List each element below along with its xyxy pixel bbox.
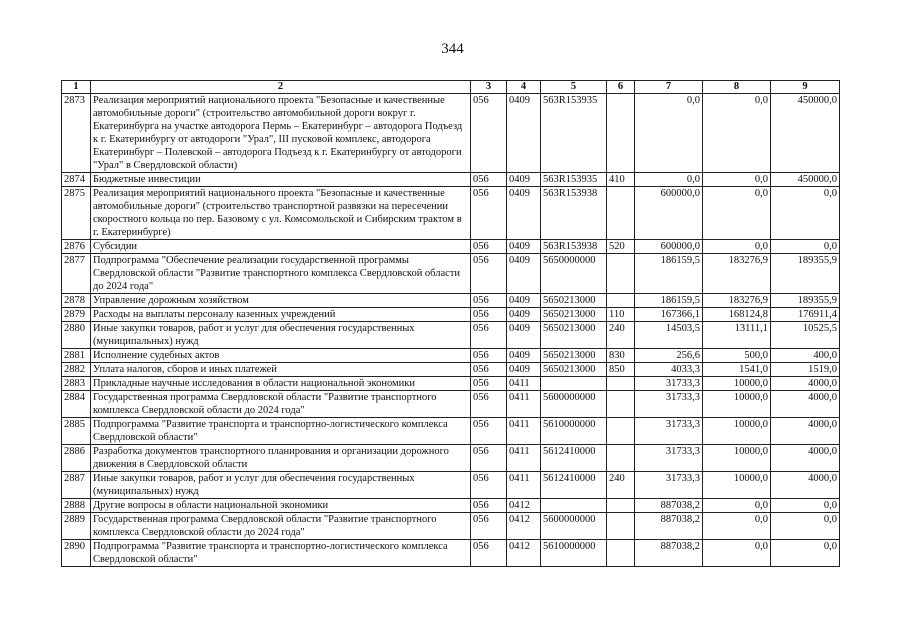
amount-year2-cell: 0,0	[703, 94, 771, 173]
amount-year2-cell: 183276,9	[703, 254, 771, 294]
amount-year2-cell: 0,0	[703, 187, 771, 240]
expense-type-cell: 830	[607, 349, 635, 363]
amount-year3-cell: 450000,0	[771, 94, 840, 173]
amount-year3-cell: 4000,0	[771, 377, 840, 391]
section-code-cell: 0409	[507, 94, 541, 173]
row-name-cell: Государственная программа Свердловской области "Развитие транспортного комплекса Свердловской области до 2024 года"	[91, 513, 471, 540]
row-number-cell: 2880	[62, 322, 91, 349]
expense-type-cell: 110	[607, 308, 635, 322]
amount-year3-cell: 0,0	[771, 187, 840, 240]
amount-year1-cell: 600000,0	[635, 187, 703, 240]
target-code-cell: 5650213000	[541, 294, 607, 308]
column-header: 9	[771, 81, 840, 94]
target-code-cell: 5610000000	[541, 540, 607, 567]
amount-year2-cell: 0,0	[703, 173, 771, 187]
amount-year1-cell: 887038,2	[635, 499, 703, 513]
section-code-cell: 0412	[507, 513, 541, 540]
target-code-cell: 5650213000	[541, 349, 607, 363]
row-number-cell: 2874	[62, 173, 91, 187]
admin-code-cell: 056	[471, 187, 507, 240]
section-code-cell: 0411	[507, 445, 541, 472]
amount-year3-cell: 4000,0	[771, 391, 840, 418]
expense-type-cell	[607, 499, 635, 513]
amount-year2-cell: 0,0	[703, 513, 771, 540]
section-code-cell: 0409	[507, 294, 541, 308]
admin-code-cell: 056	[471, 294, 507, 308]
amount-year1-cell: 31733,3	[635, 418, 703, 445]
section-code-cell: 0411	[507, 418, 541, 445]
table-row	[62, 377, 840, 391]
row-name-cell: Государственная программа Свердловской области "Развитие транспортного комплекса Свердловской области до 2024 года"	[91, 391, 471, 418]
column-header: 7	[635, 81, 703, 94]
section-code-cell: 0409	[507, 308, 541, 322]
table-row	[62, 254, 840, 294]
column-header: 1	[62, 81, 91, 94]
amount-year2-cell: 500,0	[703, 349, 771, 363]
column-header: 5	[541, 81, 607, 94]
amount-year3-cell: 0,0	[771, 499, 840, 513]
expense-type-cell	[607, 377, 635, 391]
admin-code-cell: 056	[471, 377, 507, 391]
expense-type-cell: 850	[607, 363, 635, 377]
table-row	[62, 240, 840, 254]
expense-type-cell	[607, 418, 635, 445]
amount-year1-cell: 31733,3	[635, 445, 703, 472]
table-row	[62, 472, 840, 499]
target-code-cell	[541, 377, 607, 391]
target-code-cell: 5612410000	[541, 472, 607, 499]
expense-type-cell	[607, 391, 635, 418]
table-row	[62, 513, 840, 540]
section-code-cell: 0412	[507, 540, 541, 567]
row-number-cell: 2890	[62, 540, 91, 567]
admin-code-cell: 056	[471, 173, 507, 187]
table-row	[62, 445, 840, 472]
amount-year3-cell: 0,0	[771, 540, 840, 567]
column-header: 2	[91, 81, 471, 94]
row-number-cell: 2883	[62, 377, 91, 391]
table-row	[62, 308, 840, 322]
expense-type-cell	[607, 294, 635, 308]
target-code-cell: 5600000000	[541, 391, 607, 418]
admin-code-cell: 056	[471, 94, 507, 173]
budget-table	[61, 80, 840, 567]
row-name-cell: Реализация мероприятий национального проекта "Безопасные и качественные автомобильные дороги" (строительство транспортной развязки на пересечении скоростного кольца по пер. Базовому с ул. Комсомольской и Сибирским трактом в г. Екатеринбурге)	[91, 187, 471, 240]
amount-year3-cell: 0,0	[771, 513, 840, 540]
admin-code-cell: 056	[471, 363, 507, 377]
row-name-cell: Подпрограмма "Развитие транспорта и транспортно-логистического комплекса Свердловской области"	[91, 418, 471, 445]
amount-year1-cell: 186159,5	[635, 254, 703, 294]
amount-year1-cell: 4033,3	[635, 363, 703, 377]
amount-year3-cell: 0,0	[771, 240, 840, 254]
section-code-cell: 0409	[507, 363, 541, 377]
section-code-cell: 0409	[507, 173, 541, 187]
expense-type-cell	[607, 254, 635, 294]
admin-code-cell: 056	[471, 308, 507, 322]
target-code-cell: 5650213000	[541, 308, 607, 322]
row-number-cell: 2877	[62, 254, 91, 294]
amount-year2-cell: 1541,0	[703, 363, 771, 377]
row-name-cell: Исполнение судебных актов	[91, 349, 471, 363]
table-row	[62, 187, 840, 240]
section-code-cell: 0409	[507, 349, 541, 363]
row-number-cell: 2884	[62, 391, 91, 418]
row-name-cell: Субсидии	[91, 240, 471, 254]
target-code-cell	[541, 499, 607, 513]
target-code-cell: 5600000000	[541, 513, 607, 540]
row-number-cell: 2889	[62, 513, 91, 540]
row-number-cell: 2881	[62, 349, 91, 363]
amount-year1-cell: 167366,1	[635, 308, 703, 322]
amount-year3-cell: 1519,0	[771, 363, 840, 377]
target-code-cell: 5650000000	[541, 254, 607, 294]
admin-code-cell: 056	[471, 418, 507, 445]
target-code-cell: 563R153938	[541, 187, 607, 240]
amount-year3-cell: 450000,0	[771, 173, 840, 187]
row-number-cell: 2878	[62, 294, 91, 308]
target-code-cell: 5610000000	[541, 418, 607, 445]
column-header: 8	[703, 81, 771, 94]
table-row	[62, 322, 840, 349]
amount-year2-cell: 0,0	[703, 240, 771, 254]
amount-year1-cell: 600000,0	[635, 240, 703, 254]
admin-code-cell: 056	[471, 240, 507, 254]
admin-code-cell: 056	[471, 391, 507, 418]
expense-type-cell	[607, 513, 635, 540]
table-row	[62, 94, 840, 173]
amount-year2-cell: 10000,0	[703, 391, 771, 418]
table-row	[62, 391, 840, 418]
amount-year2-cell: 10000,0	[703, 472, 771, 499]
amount-year3-cell: 189355,9	[771, 254, 840, 294]
expense-type-cell	[607, 540, 635, 567]
page-number: 344	[441, 41, 464, 57]
table-row	[62, 294, 840, 308]
target-code-cell: 563R153935	[541, 173, 607, 187]
target-code-cell: 563R153938	[541, 240, 607, 254]
admin-code-cell: 056	[471, 445, 507, 472]
column-header: 3	[471, 81, 507, 94]
row-number-cell: 2875	[62, 187, 91, 240]
expense-type-cell	[607, 187, 635, 240]
amount-year2-cell: 0,0	[703, 540, 771, 567]
admin-code-cell: 056	[471, 540, 507, 567]
section-code-cell: 0412	[507, 499, 541, 513]
amount-year2-cell: 168124,8	[703, 308, 771, 322]
amount-year1-cell: 887038,2	[635, 540, 703, 567]
expense-type-cell: 240	[607, 322, 635, 349]
amount-year1-cell: 887038,2	[635, 513, 703, 540]
row-name-cell: Разработка документов транспортного планирования и организации дорожного движения в Свердловской области	[91, 445, 471, 472]
amount-year3-cell: 189355,9	[771, 294, 840, 308]
amount-year2-cell: 10000,0	[703, 445, 771, 472]
row-number-cell: 2882	[62, 363, 91, 377]
target-code-cell: 5650213000	[541, 322, 607, 349]
column-header: 6	[607, 81, 635, 94]
target-code-cell: 5612410000	[541, 445, 607, 472]
row-name-cell: Иные закупки товаров, работ и услуг для обеспечения государственных (муниципальных) нужд	[91, 472, 471, 499]
amount-year2-cell: 183276,9	[703, 294, 771, 308]
section-code-cell: 0409	[507, 254, 541, 294]
row-name-cell: Подпрограмма "Развитие транспорта и транспортно-логистического комплекса Свердловской области"	[91, 540, 471, 567]
amount-year3-cell: 176911,4	[771, 308, 840, 322]
section-code-cell: 0409	[507, 187, 541, 240]
row-number-cell: 2873	[62, 94, 91, 173]
row-name-cell: Прикладные научные исследования в области национальной экономики	[91, 377, 471, 391]
amount-year2-cell: 13111,1	[703, 322, 771, 349]
amount-year1-cell: 31733,3	[635, 472, 703, 499]
table-row	[62, 173, 840, 187]
section-code-cell: 0409	[507, 240, 541, 254]
table-row	[62, 540, 840, 567]
expense-type-cell	[607, 94, 635, 173]
admin-code-cell: 056	[471, 349, 507, 363]
row-number-cell: 2876	[62, 240, 91, 254]
expense-type-cell: 240	[607, 472, 635, 499]
amount-year3-cell: 4000,0	[771, 472, 840, 499]
admin-code-cell: 056	[471, 513, 507, 540]
amount-year1-cell: 0,0	[635, 173, 703, 187]
amount-year1-cell: 31733,3	[635, 377, 703, 391]
row-name-cell: Расходы на выплаты персоналу казенных учреждений	[91, 308, 471, 322]
row-number-cell: 2888	[62, 499, 91, 513]
target-code-cell: 563R153935	[541, 94, 607, 173]
header-row	[62, 81, 840, 94]
row-name-cell: Реализация мероприятий национального проекта "Безопасные и качественные автомобильные дороги" (строительство автомобильной дороги вокруг г. Екатеринбурга на участке автодорога Пермь – Екатеринбург – автодорога Подъезд к г. Екатеринбургу от автодороги "Урал", III пусковой комплекс, автодорога Екатеринбург – Полевской – автодорога Подъезд к г. Екатеринбургу от автодороги "Урал" в Свердловской области)	[91, 94, 471, 173]
table-row	[62, 349, 840, 363]
row-name-cell: Иные закупки товаров, работ и услуг для обеспечения государственных (муниципальных) нужд	[91, 322, 471, 349]
section-code-cell: 0411	[507, 472, 541, 499]
amount-year1-cell: 14503,5	[635, 322, 703, 349]
section-code-cell: 0411	[507, 391, 541, 418]
row-number-cell: 2887	[62, 472, 91, 499]
admin-code-cell: 056	[471, 472, 507, 499]
admin-code-cell: 056	[471, 322, 507, 349]
expense-type-cell: 520	[607, 240, 635, 254]
row-name-cell: Уплата налогов, сборов и иных платежей	[91, 363, 471, 377]
row-name-cell: Бюджетные инвестиции	[91, 173, 471, 187]
amount-year1-cell: 186159,5	[635, 294, 703, 308]
target-code-cell: 5650213000	[541, 363, 607, 377]
table-row	[62, 418, 840, 445]
admin-code-cell: 056	[471, 254, 507, 294]
row-number-cell: 2885	[62, 418, 91, 445]
amount-year3-cell: 400,0	[771, 349, 840, 363]
row-name-cell: Подпрограмма "Обеспечение реализации государственной программы Свердловской области "Развитие транспортного комплекса Свердловской области до 2024 года"	[91, 254, 471, 294]
table-row	[62, 499, 840, 513]
column-header: 4	[507, 81, 541, 94]
section-code-cell: 0411	[507, 377, 541, 391]
amount-year1-cell: 0,0	[635, 94, 703, 173]
amount-year3-cell: 10525,5	[771, 322, 840, 349]
row-name-cell: Другие вопросы в области национальной экономики	[91, 499, 471, 513]
admin-code-cell: 056	[471, 499, 507, 513]
amount-year1-cell: 31733,3	[635, 391, 703, 418]
expense-type-cell	[607, 445, 635, 472]
row-number-cell: 2879	[62, 308, 91, 322]
amount-year1-cell: 256,6	[635, 349, 703, 363]
amount-year3-cell: 4000,0	[771, 445, 840, 472]
amount-year2-cell: 0,0	[703, 499, 771, 513]
section-code-cell: 0409	[507, 322, 541, 349]
amount-year3-cell: 4000,0	[771, 418, 840, 445]
amount-year2-cell: 10000,0	[703, 418, 771, 445]
row-name-cell: Управление дорожным хозяйством	[91, 294, 471, 308]
table-body	[62, 94, 840, 567]
amount-year2-cell: 10000,0	[703, 377, 771, 391]
table-row	[62, 363, 840, 377]
expense-type-cell: 410	[607, 173, 635, 187]
row-number-cell: 2886	[62, 445, 91, 472]
